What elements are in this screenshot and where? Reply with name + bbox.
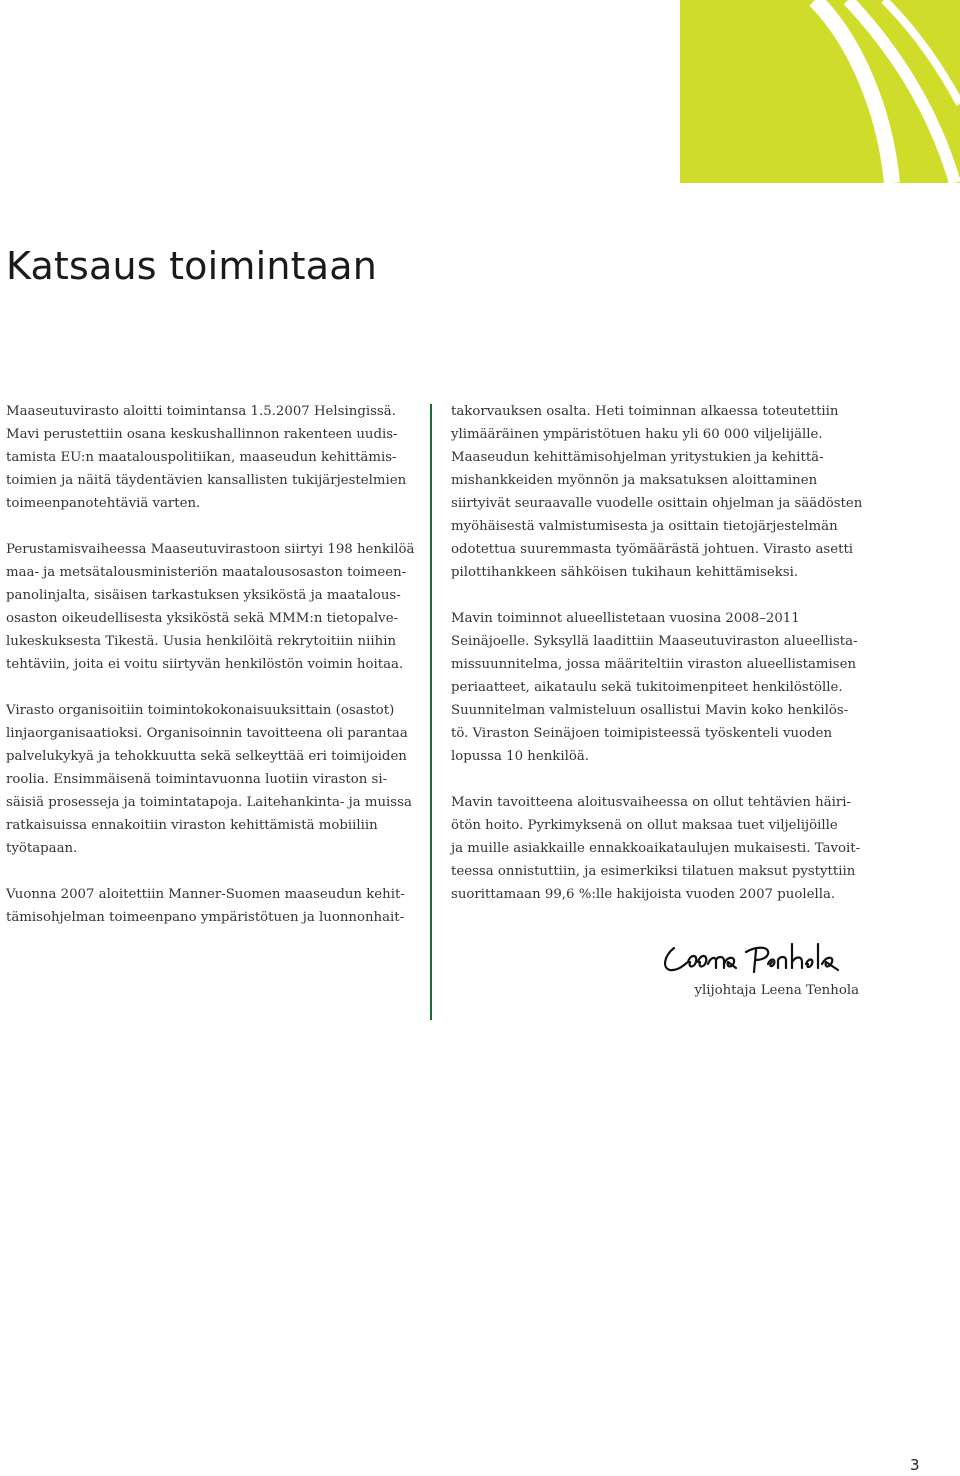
text-line: toimeenpanotehtäviä varten.: [6, 496, 201, 511]
text-line: teessa onnistuttiin, ja esimerkiksi tilatuen maksut pystyttiin: [451, 864, 856, 879]
text-line: Mavin toiminnot alueellistetaan vuosina 2008–2011: [451, 611, 800, 626]
text-line: toimien ja näitä täydentävien kansallisten tukijärjestelmien: [6, 473, 407, 488]
text-line: lopussa 10 henkilöä.: [451, 749, 590, 764]
text-line: tamista EU:n maatalouspolitiikan, maaseudun kehittämis-: [6, 450, 397, 465]
text-line: ötön hoito. Pyrkimyksenä on ollut maksaa tuet viljelijöille: [451, 818, 838, 833]
signature-caption: ylijohtaja Leena Tenhola: [694, 983, 859, 998]
text-line: lukeskuksesta Tikestä. Uusia henkilöitä rekrytoitiin niihin: [6, 634, 397, 649]
text-line: työtapaan.: [6, 841, 78, 856]
text-line: roolia. Ensimmäisenä toimintavuonna luotiin viraston si-: [6, 772, 388, 787]
handwritten-signature: [660, 940, 860, 980]
text-line: osaston oikeudellisesta yksiköstä sekä MMM:n tietopalve-: [6, 611, 399, 626]
text-line: mishankkeiden myönnön ja maksatuksen aloittaminen: [451, 473, 818, 488]
text-line: Vuonna 2007 aloitettiin Manner-Suomen maaseudun kehit-: [6, 887, 405, 902]
text-line: tö. Viraston Seinäjoen toimipisteessä työskenteli vuoden: [451, 726, 833, 741]
page-number: 3: [910, 1456, 920, 1474]
logo-leaf-graphic: [680, 0, 960, 183]
paragraph: [451, 400, 863, 584]
paragraph: [451, 607, 863, 768]
text-line: Suunnitelman valmisteluun osallistui Mavin koko henkilös-: [451, 703, 849, 718]
text-line: ratkaisuissa ennakoitiin viraston kehittämistä mobiiliin: [6, 818, 378, 833]
text-line: Maaseudun kehittämisohjelman yritystukien ja kehittä-: [451, 450, 824, 465]
text-line: tehtäviin, joita ei voitu siirtyvän henkilöstön voimin hoitaa.: [6, 657, 404, 672]
text-line: pilottihankkeen sähköisen tukihaun kehittämiseksi.: [451, 565, 799, 580]
text-line: tämisohjelman toimeenpano ympäristötuen ja luonnonhait-: [6, 910, 405, 925]
text-line: linjaorganisaatioksi. Organisoinnin tavoitteena oli parantaa: [6, 726, 408, 741]
text-line: siirtyivät seuraavalle vuodelle osittain ohjelman ja säädösten: [451, 496, 863, 511]
paragraph: [6, 538, 420, 676]
column-divider: [430, 404, 432, 1020]
text-line: palvelukykyä ja tehokkuutta sekä selkeyttää eri toimijoiden: [6, 749, 407, 764]
text-line: missuunnitelma, jossa määriteltiin viraston alueellistamisen: [451, 657, 857, 672]
text-line: ylimääräinen ympäristötuen haku yli 60 000 viljelijälle.: [451, 427, 823, 442]
text-line: periaatteet, aikataulu sekä tukitoimenpiteet henkilöstölle.: [451, 680, 843, 695]
text-line: odotettua suuremmasta työmäärästä johtuen. Virasto asetti: [451, 542, 854, 557]
paragraph: [6, 400, 420, 515]
text-line: panolinjalta, sisäisen tarkastuksen yksiköstä ja maatalous-: [6, 588, 401, 603]
text-line: Mavin tavoitteena aloitusvaiheessa on ollut tehtävien häiri-: [451, 795, 852, 810]
text-line: Perustamisvaiheessa Maaseutuvirastoon siirtyi 198 henkilöä: [6, 542, 415, 557]
text-line: Virasto organisoitiin toimintokokonaisuuksittain (osastot): [6, 703, 395, 718]
left-text-column: [6, 400, 420, 952]
page-title: Katsaus toimintaan: [6, 244, 378, 288]
text-line: maa- ja metsätalousministeriön maatalousosaston toimeen-: [6, 565, 407, 580]
text-line: suorittamaan 99,6 %:lle hakijoista vuoden 2007 puolella.: [451, 887, 836, 902]
paragraph: [6, 699, 420, 860]
text-line: Seinäjoelle. Syksyllä laadittiin Maaseutuviraston alueellista-: [451, 634, 858, 649]
text-line: Mavi perustettiin osana keskushallinnon rakenteen uudis-: [6, 427, 398, 442]
text-line: ja muille asiakkaille ennakkoaikataulujen mukaisesti. Tavoit-: [451, 841, 861, 856]
text-line: myöhäisestä valmistumisesta ja osittain tietojärjestelmän: [451, 519, 838, 534]
text-line: takorvauksen osalta. Heti toiminnan alkaessa toteutettiin: [451, 404, 839, 419]
text-line: Maaseutuvirasto aloitti toimintansa 1.5.2007 Helsingissä.: [6, 404, 396, 419]
text-line: säisiä prosesseja ja toimintatapoja. Laitehankinta- ja muissa: [6, 795, 412, 810]
paragraph: [451, 791, 863, 906]
right-text-column: [451, 400, 863, 929]
paragraph: [6, 883, 420, 929]
